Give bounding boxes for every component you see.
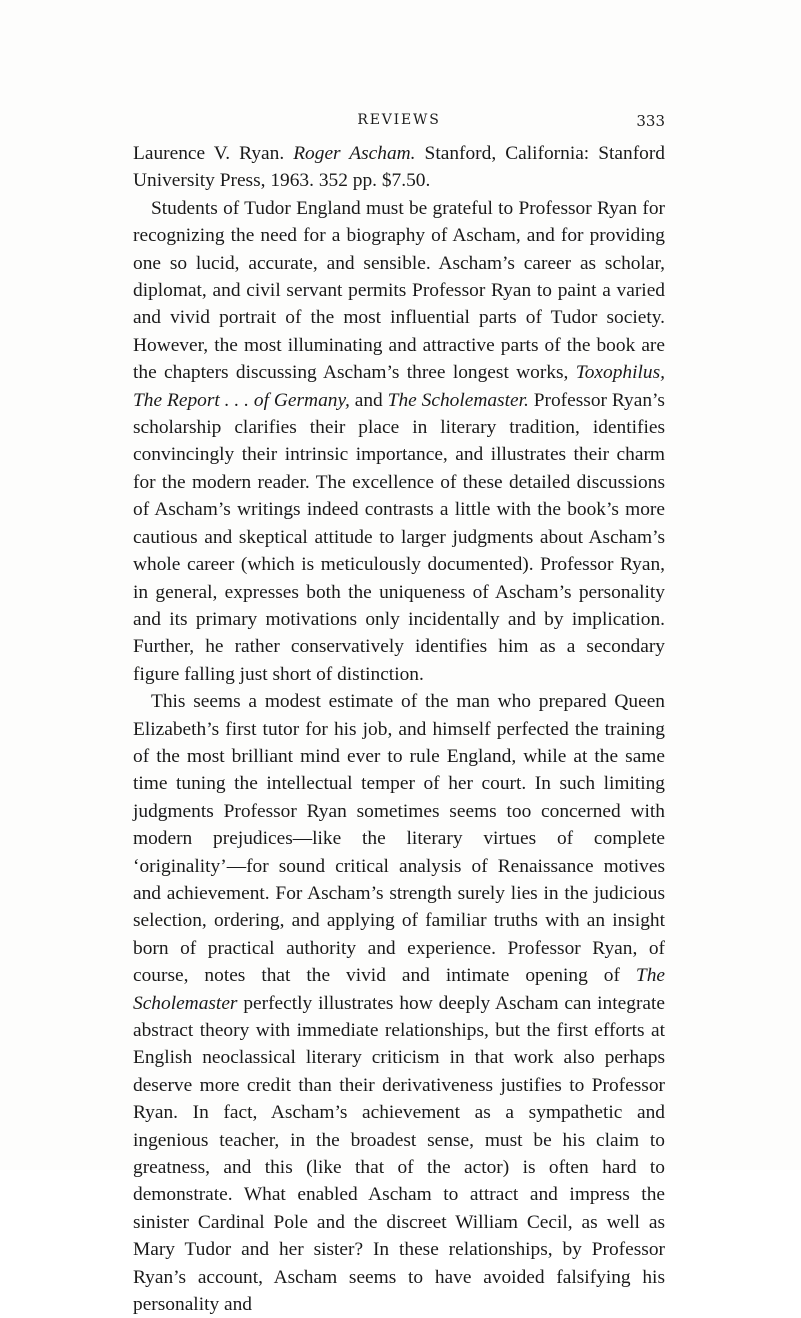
title-scholemaster: The Scholemaster. — [387, 389, 529, 411]
running-title: REVIEWS — [357, 112, 441, 128]
citation-book-title: Roger Ascham. — [293, 143, 416, 164]
paragraph-2-text-a: This seems a modest estimate of the man who prepared Queen Elizabeth’s first tutor for his job, and himself perfected the training of the most brilliant mind ever to rule England, while at the same time tuning the intellectual temper of her court. In such limiting judgments Professor Ryan sometimes seems too concerned with modern prejudices—like the literary virtues of complete ‘originality’—for sound critical analysis of Renaissance motives and achievement. For Ascham’s strength surely lies in the judicious selection, ordering, and applying of familiar truths with an insight born of practical authority and experience. Professor Ryan, of course, notes that the vivid and intimate opening of — [133, 691, 665, 987]
paragraph-1-conjunction: and — [354, 389, 383, 411]
paragraph-1-text-a: Students of Tudor England must be grateful to Professor Ryan for recognizing the need for a biography of Ascham, and for providing one so lucid, accurate, and sensible. Ascham’s career as scholar, diplomat, and civil servant permits Professor Ryan to paint a varied and vivid portrait of the most influential parts of Tudor society. However, the most illuminating and attractive parts of the book are the chapters discussing Ascham’s three longest works, — [133, 197, 665, 384]
title-toxophilus: Toxophilus, — [575, 362, 665, 384]
citation-author: Laurence V. Ryan. — [133, 143, 285, 164]
title-report-of-germany: The Report . . . of Germany, — [133, 389, 350, 411]
citation-publication: Stanford, California: Stanford University Press, 1963. 352 pp. $7.50. — [133, 143, 665, 192]
page-number: 333 — [636, 112, 665, 130]
paragraph-2-text-b: perfectly illustrates how deeply Ascham can integrate abstract theory with immediate relationships, but the first efforts at English neoclassical literary criticism in that work also perhaps deserve more credit than their derivativeness justifies to Professor Ryan. In fact, Ascham’s achievement as a sympathetic and ingenious teacher, in the broadest sense, must be his claim to greatness, and this (like that of the actor) is often hard to demonstrate. What enabled Ascham to attract and impress the sinister Cardinal Pole and the discreet William Cecil, as well as Mary Tudor and her sister? In these relationships, by Professor Ryan’s account, Ascham seems to have avoided falsifying his personality and — [133, 992, 665, 1316]
paragraph-1-text-b: Professor Ryan’s scholarship clarifies their place in literary tradition, identifies convincingly their intrinsic importance, and illustrates their charm for the modern reader. The excellence of these detailed discussions of Ascham’s writings indeed contrasts a little with the book’s more cautious and skeptical attitude to larger judgments about Ascham’s whole career (which is meticulously documented). Professor Ryan, in general, expresses both the uniqueness of Ascham’s personality and its primary motivations only incidentally and by implication. Further, he rather conservatively identifies him as a secondary figure falling just short of distinction. — [133, 389, 665, 685]
review-paragraph-1 — [133, 195, 665, 688]
title-scholemaster-2: The Scholemaster — [133, 965, 666, 1014]
review-body — [133, 140, 665, 1318]
running-head — [133, 112, 665, 134]
review-paragraph-2 — [133, 688, 665, 1318]
book-citation — [133, 140, 665, 195]
